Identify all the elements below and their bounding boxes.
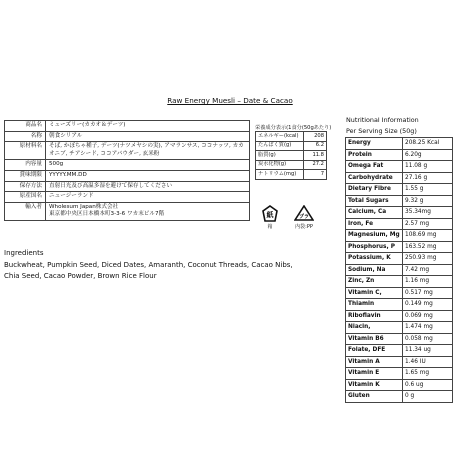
- jp-label-table: [4, 120, 250, 221]
- nutrition-row: [346, 149, 453, 161]
- nutrition-row: [346, 264, 453, 276]
- nutrition-name: Magnesium, Mg: [346, 230, 403, 242]
- nutrition-row: [346, 161, 453, 173]
- jp-nutrition-name: ナトリウム(mg): [256, 170, 304, 180]
- jp-label-row: [5, 181, 250, 192]
- nutrition-name: Sodium, Na: [346, 264, 403, 276]
- nutrition-value: 9.32 g: [403, 195, 453, 207]
- jp-nutrition-value: 27.2: [304, 160, 327, 170]
- nutrition-row: [346, 333, 453, 345]
- nutrition-row: [346, 299, 453, 311]
- nutrition-row: [346, 322, 453, 334]
- jp-label-key: 保存方法: [5, 181, 46, 192]
- nutrition-name: Gluten: [346, 391, 403, 403]
- nutrition-row: [346, 379, 453, 391]
- nutrition-row: [346, 356, 453, 368]
- nutrition-name: Zinc, Zn: [346, 276, 403, 288]
- nutrition-name: Carbohydrate: [346, 172, 403, 184]
- jp-label-value: 直射日光及び高温多湿を避けて保存してください: [46, 181, 250, 192]
- jp-label-key: 商品名: [5, 121, 46, 132]
- nutrition-name: Iron, Fe: [346, 218, 403, 230]
- nutrition-value: 250.93 mg: [403, 253, 453, 265]
- nutrition-value: 1.65 mg: [403, 368, 453, 380]
- paper-recycle-mark: [257, 205, 283, 230]
- nutrition-name: Energy: [346, 138, 403, 150]
- nutrition-value: 0.517 mg: [403, 287, 453, 299]
- nutrition-name: Vitamin B6: [346, 333, 403, 345]
- ingredients-text: Buckwheat, Pumpkin Seed, Diced Dates, Amaranth, Coconut Threads, Cacao Nibs, Chia Seed, Cacao Powder, Brown Rice Flour: [4, 261, 293, 280]
- nutrition-value: 0.149 mg: [403, 299, 453, 311]
- jp-label-value: そば, かぼちゃ種子, デーツ(ナツメヤシの実), アマランサス, ココナッツ, カカオニブ, チアシード, ココアパウダー, 玄米粉: [46, 142, 250, 160]
- jp-nutrition-name: 脂質(g): [256, 151, 304, 161]
- nutrition-table: [345, 137, 453, 403]
- jp-nutrition-value: 11.8: [304, 151, 327, 161]
- product-title: Raw Energy Muesli – Date & Cacao: [167, 96, 293, 105]
- jp-nutrition-value: 6.2: [304, 141, 327, 151]
- jp-label-key: 原産国名: [5, 192, 46, 203]
- nutrition-row: [346, 184, 453, 196]
- jp-nutrition-row: [256, 132, 327, 142]
- jp-label-value: ミューズリー(カカオ＆デーツ): [46, 121, 250, 132]
- nutrition-value: 11.34 ug: [403, 345, 453, 357]
- jp-nutrition-header: 栄養成分表示(1食分(50gあたり): [255, 125, 332, 131]
- nutrition-name: Vitamin A: [346, 356, 403, 368]
- plastic-recycle-icon: [294, 205, 314, 223]
- nutrition-value: 1.474 mg: [403, 322, 453, 334]
- nutrition-value: 1.55 g: [403, 184, 453, 196]
- paper-mark-caption: 箱: [267, 224, 273, 230]
- jp-label-row: [5, 131, 250, 142]
- nutrition-row: [346, 310, 453, 322]
- jp-label-key: 輸入者: [5, 202, 46, 220]
- nutrition-value: 6.20g: [403, 149, 453, 161]
- nutrition-row: [346, 368, 453, 380]
- nutrition-row: [346, 345, 453, 357]
- nutrition-row: [346, 218, 453, 230]
- jp-nutrition-value: 208: [304, 132, 327, 142]
- nutrition-value: 35.34mg: [403, 207, 453, 219]
- nutrition-heading: Nutritional Information: [346, 116, 419, 124]
- jp-label-row: [5, 202, 250, 220]
- jp-label-row: [5, 192, 250, 203]
- nutrition-row: [346, 230, 453, 242]
- nutrition-serving: Per Serving Size (50g): [346, 127, 417, 135]
- nutrition-name: Vitamin K: [346, 379, 403, 391]
- jp-label-row: [5, 121, 250, 132]
- jp-label-row: [5, 142, 250, 160]
- nutrition-name: Niacin,: [346, 322, 403, 334]
- nutrition-row: [346, 207, 453, 219]
- nutrition-row: [346, 172, 453, 184]
- nutrition-name: Calcium, Ca: [346, 207, 403, 219]
- nutrition-value: 0 g: [403, 391, 453, 403]
- nutrition-row: [346, 138, 453, 150]
- jp-label-value: ニュージーランド: [46, 192, 250, 203]
- paper-recycle-icon: [261, 205, 279, 223]
- nutrition-value: 0.058 mg: [403, 333, 453, 345]
- jp-label-value: 500g: [46, 160, 250, 171]
- nutrition-value: 0.069 mg: [403, 310, 453, 322]
- jp-nutrition-name: たんぱく質(g): [256, 141, 304, 151]
- nutrition-row: [346, 276, 453, 288]
- plastic-mark-caption: 内袋:PP: [295, 224, 313, 230]
- nutrition-name: Total Sugars: [346, 195, 403, 207]
- nutrition-row: [346, 195, 453, 207]
- jp-label-key: 賞味期限: [5, 170, 46, 181]
- nutrition-value: 27.16 g: [403, 172, 453, 184]
- nutrition-name: Folate, DFE: [346, 345, 403, 357]
- nutrition-name: Riboflavin: [346, 310, 403, 322]
- nutrition-row: [346, 287, 453, 299]
- plastic-mark-label: プラ: [298, 214, 310, 220]
- jp-label-value: 朝食シリアル: [46, 131, 250, 142]
- jp-nutrition-name: 炭水化物(g): [256, 160, 304, 170]
- jp-label-key: 名称: [5, 131, 46, 142]
- jp-label-row: [5, 170, 250, 181]
- nutrition-name: Omega Fat: [346, 161, 403, 173]
- paper-mark-label: 紙: [266, 211, 274, 219]
- jp-nutrition-row: [256, 141, 327, 151]
- nutrition-row: [346, 241, 453, 253]
- jp-nutrition-value: 7: [304, 170, 327, 180]
- nutrition-row: [346, 391, 453, 403]
- nutrition-row: [346, 253, 453, 265]
- nutrition-value: 11.08 g: [403, 161, 453, 173]
- nutrition-value: 208.25 Kcal: [403, 138, 453, 150]
- nutrition-name: Protein: [346, 149, 403, 161]
- jp-label-value: YYYYY.MM.DD: [46, 170, 250, 181]
- nutrition-value: 108.69 mg: [403, 230, 453, 242]
- jp-nutrition-row: [256, 151, 327, 161]
- jp-label-row: [5, 160, 250, 171]
- ingredients-heading: Ingredients: [4, 249, 44, 257]
- nutrition-value: 163.52 mg: [403, 241, 453, 253]
- nutrition-name: Vitamin C,: [346, 287, 403, 299]
- jp-nutrition-row: [256, 160, 327, 170]
- nutrition-value: 2.57 mg: [403, 218, 453, 230]
- jp-nutrition-table: [255, 131, 327, 180]
- plastic-recycle-mark: [291, 205, 317, 230]
- nutrition-value: 7.42 mg: [403, 264, 453, 276]
- nutrition-name: Thiamin: [346, 299, 403, 311]
- nutrition-name: Dietary Fibre: [346, 184, 403, 196]
- nutrition-value: 1.16 mg: [403, 276, 453, 288]
- nutrition-name: Phosphorus, P: [346, 241, 403, 253]
- nutrition-name: Vitamin E: [346, 368, 403, 380]
- nutrition-value: 0.6 ug: [403, 379, 453, 391]
- jp-label-key: 原材料名: [5, 142, 46, 160]
- jp-label-key: 内容量: [5, 160, 46, 171]
- jp-label-value: Wholesum Japan株式会社 東京都中央区日本橋本町3-3-6 ワカ末ビル7階: [46, 202, 250, 220]
- nutrition-value: 1.46 IU: [403, 356, 453, 368]
- nutrition-name: Potassium, K: [346, 253, 403, 265]
- jp-nutrition-row: [256, 170, 327, 180]
- jp-nutrition-name: エネルギー(kcal): [256, 132, 304, 142]
